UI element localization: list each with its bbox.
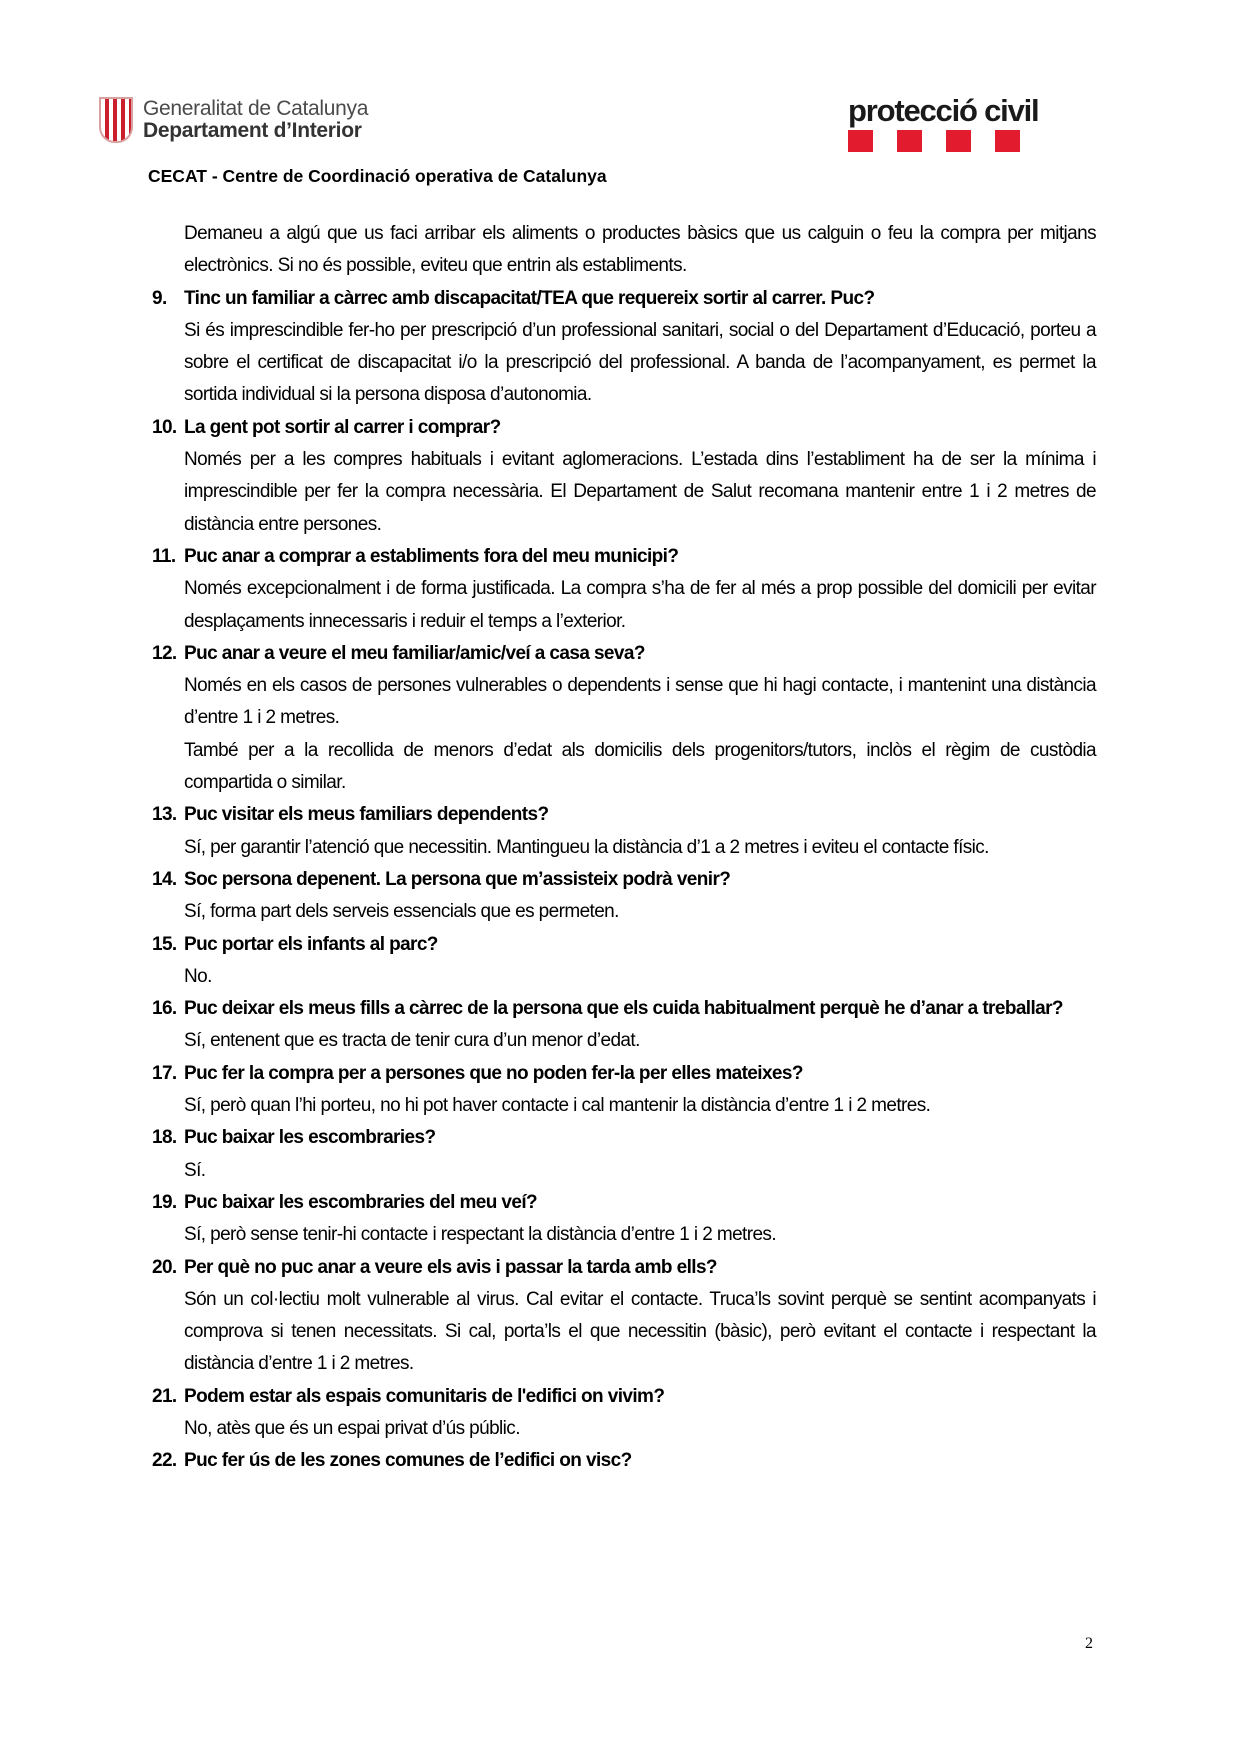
question-number: 11. — [152, 545, 176, 567]
faq-question — [152, 412, 1096, 444]
question-text: Per què no puc anar a veure els avis i passar la tarda amb ells? — [184, 1256, 717, 1278]
question-text: Puc anar a veure el meu familiar/amic/veí a casa seva? — [184, 642, 645, 664]
faq-question — [152, 1445, 1096, 1477]
faq-question — [152, 1058, 1096, 1090]
question-number: 18. — [152, 1127, 177, 1149]
question-number: 17. — [152, 1062, 177, 1084]
faq-question — [152, 541, 1096, 573]
question-number: 19. — [152, 1191, 177, 1213]
org-name: Generalitat de Catalunya — [143, 97, 369, 120]
question-number: 22. — [152, 1450, 177, 1472]
faq-question — [152, 1187, 1096, 1219]
document-subtitle: CECAT - Centre de Coordinació operativa de Catalunya — [148, 166, 607, 186]
faq-list — [152, 283, 1096, 1478]
question-number: 10. — [152, 416, 177, 438]
question-text: Puc portar els infants al parc? — [184, 933, 438, 955]
question-number: 16. — [152, 998, 177, 1020]
faq-question — [152, 993, 1096, 1025]
question-number: 9. — [152, 287, 167, 309]
proteccio-civil-logo — [848, 93, 1039, 152]
faq-question — [152, 799, 1096, 831]
catalonia-crest-icon — [99, 97, 133, 143]
faq-answer: Sí, però sense tenir-hi contacte i respectant la distància d’entre 1 i 2 metres. — [184, 1224, 776, 1246]
question-text: La gent pot sortir al carrer i comprar? — [184, 416, 501, 438]
faq-answer: Sí, forma part dels serveis essencials que es permeten. — [184, 901, 619, 923]
faq-answer: Sí. — [184, 1159, 206, 1181]
question-text: Puc fer ús de les zones comunes de l’edifici on visc? — [184, 1450, 632, 1472]
faq-content — [152, 218, 1096, 1478]
faq-answer: Sí, entenent que es tracta de tenir cura d’un menor d’edat. — [184, 1030, 640, 1052]
brand-squares-icon — [848, 130, 1038, 152]
question-text: Soc persona depenent. La persona que m’assisteix podrà venir? — [184, 868, 731, 890]
faq-question — [152, 283, 1096, 315]
question-text: Tinc un familiar a càrrec amb discapacitat/TEA que requereix sortir al carrer. Puc? — [184, 287, 875, 309]
faq-answer: Només en els casos de persones vulnerables o dependents i sense que hi hagi contacte, i mantenint una distància d’entre 1 i 2 metres. — [184, 675, 1096, 729]
faq-answer: També per a la recollida de menors d’edat als domicilis dels progenitors/tutors, inclòs el règim de custòdia compartida o similar. — [184, 739, 1096, 794]
faq-answer: No. — [184, 965, 212, 987]
faq-answer: Sí, però quan l’hi porteu, no hi pot haver contacte i cal mantenir la distància d’entre 1 i 2 metres. — [184, 1095, 931, 1117]
brand-title: protecció civil — [848, 93, 1039, 128]
faq-question — [152, 864, 1096, 896]
faq-answer: Només per a les compres habituals i evitant aglomeracions. L’estada dins l’establiment ha de ser la mínima i imprescindible per fer la compra necessària. El Departament de Salut recomana mantenir entre 1 i 2 metres de distància entre persones. — [184, 449, 1096, 535]
faq-question — [152, 1381, 1096, 1413]
department-name: Departament d’Interior — [143, 119, 362, 142]
question-number: 20. — [152, 1256, 177, 1278]
faq-question — [152, 1252, 1096, 1284]
question-text: Puc visitar els meus familiars dependents? — [184, 804, 549, 826]
intro-paragraph: Demaneu a algú que us faci arribar els aliments o productes bàsics que us calguin o feu la compra per mitjans electrònics. Si no és possible, eviteu que entrin als establiments. — [184, 223, 1096, 277]
faq-answer: Són un col·lectiu molt vulnerable al virus. Cal evitar el contacte. Truca’ls sovint perquè se sentint acompanyats i comprova si tenen necessitats. Si cal, porta’ls el que necessitin (bàsic), però evitant el contacte i respectant la distància d’entre 1 i 2 metres. — [184, 1288, 1096, 1375]
question-number: 14. — [152, 868, 177, 890]
faq-answer: Si és imprescindible fer-ho per prescripció d’un professional sanitari, social o del Departament d’Educació, porteu a sobre el certificat de discapacitat i/o la prescripció del professional. A banda de l’acompanyament, es permet la sortida individual si la persona disposa d’autonomia. — [184, 319, 1096, 406]
question-text: Puc anar a comprar a establiments fora del meu municipi? — [184, 545, 679, 567]
question-text: Puc fer la compra per a persones que no poden fer-la per elles mateixes? — [184, 1062, 803, 1084]
question-text: Podem estar als espais comunitaris de l'edifici on vivim? — [184, 1385, 665, 1407]
faq-question — [152, 929, 1096, 961]
generalitat-logo — [99, 97, 368, 143]
faq-answer: Només excepcionalment i de forma justificada. La compra s’ha de fer al més a prop possible del domicili per evitar desplaçaments innecessaris i reduir el temps a l’exterior. — [184, 578, 1096, 632]
question-number: 12. — [152, 642, 177, 664]
page-number: 2 — [1085, 1635, 1093, 1652]
question-number: 15. — [152, 933, 177, 955]
question-text: Puc baixar les escombraries del meu veí? — [184, 1191, 538, 1213]
faq-answer: No, atès que és un espai privat d’ús públic. — [184, 1417, 520, 1439]
question-text: Puc deixar els meus fills a càrrec de la persona que els cuida habitualment perquè he d’anar a treballar? — [184, 998, 1063, 1020]
question-number: 21. — [152, 1385, 177, 1407]
question-text: Puc baixar les escombraries? — [184, 1127, 436, 1149]
question-number: 13. — [152, 804, 177, 826]
faq-answer: Sí, per garantir l’atenció que necessitin. Mantingueu la distància d’1 a 2 metres i eviteu el contacte físic. — [184, 836, 989, 858]
faq-question — [152, 638, 1096, 670]
faq-question — [152, 1122, 1096, 1154]
